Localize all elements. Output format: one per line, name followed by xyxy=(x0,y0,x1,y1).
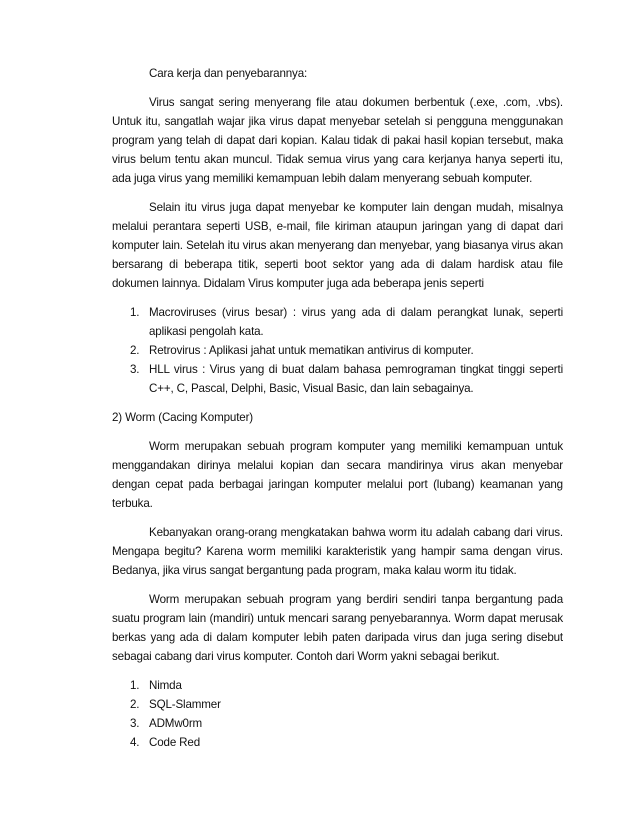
list-item xyxy=(112,341,563,360)
list-item-text: Code Red xyxy=(149,736,201,749)
intro-heading: Cara kerja dan penyebarannya: xyxy=(149,67,308,80)
list-item xyxy=(112,303,563,341)
list-item-text: Nimda xyxy=(149,679,182,692)
document-page xyxy=(112,64,563,762)
paragraph-worm-standalone: Worm merupakan sebuah program yang berdiri sendiri tanpa bergantung pada suatu program lain (mandiri) untuk mencari sarang penyebarannya. Worm dapat merusak berkas yang ada di dalam komputer lebih paten daripada virus dan juga sering disebut sebagai cabang dari virus komputer. Contoh dari Worm yakni sebagai berikut. xyxy=(112,593,563,663)
list-item-text: SQL-Slammer xyxy=(149,698,221,711)
paragraph-worm-vs-virus: Kebanyakan orang-orang mengkatakan bahwa worm itu adalah cabang dari virus. Mengapa begitu? Karena worm memiliki karakteristik yang hampir sama dengan virus. Bedanya, jika virus sangat bergantung pada program, maka kalau worm itu tidak. xyxy=(112,526,563,577)
list-item xyxy=(112,360,563,398)
virus-types-list xyxy=(112,303,563,398)
list-item xyxy=(112,714,563,733)
worm-examples-list xyxy=(112,676,563,752)
list-item xyxy=(112,676,563,695)
list-number: 4. xyxy=(130,736,140,749)
paragraph-virus-attack: Virus sangat sering menyerang file atau dokumen berbentuk (.exe, .com, .vbs). Untuk itu, sangatlah wajar jika virus dapat menyebar setelah si pengguna menggunakan program yang telah di dapat dari kopian. Kalau tidak di pakai hasil kopian tersebut, maka virus belum tentu akan muncul. Tidak semua virus yang cara kerjanya hanya seperti itu, ada juga virus yang memiliki kemampuan lebih dalam menyerang sebuah komputer. xyxy=(112,96,563,185)
list-item-text: ADMw0rm xyxy=(149,717,203,730)
list-number: 1. xyxy=(130,679,140,692)
list-item-text: Macroviruses (virus besar) : virus yang ada di dalam perangkat lunak, seperti aplikasi pengolah kata. xyxy=(149,306,563,338)
paragraph-virus-spread: Selain itu virus juga dapat menyebar ke komputer lain dengan mudah, misalnya melalui perantara seperti USB, e-mail, file kiriman ataupun jaringan yang di dapat dari komputer lain. Setelah itu virus akan menyerang dan menyebar, yang biasanya virus akan bersarang di beberapa titik, seperti boot sektor yang ada di dalam hardisk atau file dokumen lainnya. Didalam Virus komputer juga ada beberapa jenis seperti xyxy=(112,201,563,290)
list-number: 3. xyxy=(130,717,140,730)
list-number: 2. xyxy=(130,698,140,711)
list-item xyxy=(112,733,563,752)
list-item xyxy=(112,695,563,714)
list-item-text: HLL virus : Virus yang di buat dalam bahasa pemrograman tingkat tinggi seperti C++, C, Pascal, Delphi, Basic, Visual Basic, dan lain sebagainya. xyxy=(149,363,563,395)
paragraph-worm-definition: Worm merupakan sebuah program komputer yang memiliki kemampuan untuk menggandakan dirinya melalui kopian dan secara mandirinya virus akan menyebar dengan cepat pada berbagai jaringan komputer melalui port (lubang) keamanan yang terbuka. xyxy=(112,440,563,510)
list-number: 2. xyxy=(130,344,140,357)
list-number: 1. xyxy=(130,306,140,319)
list-number: 3. xyxy=(130,363,140,376)
section-heading-worm: 2) Worm (Cacing Komputer) xyxy=(112,411,253,424)
list-item-text: Retrovirus : Aplikasi jahat untuk mematikan antivirus di komputer. xyxy=(149,344,474,357)
